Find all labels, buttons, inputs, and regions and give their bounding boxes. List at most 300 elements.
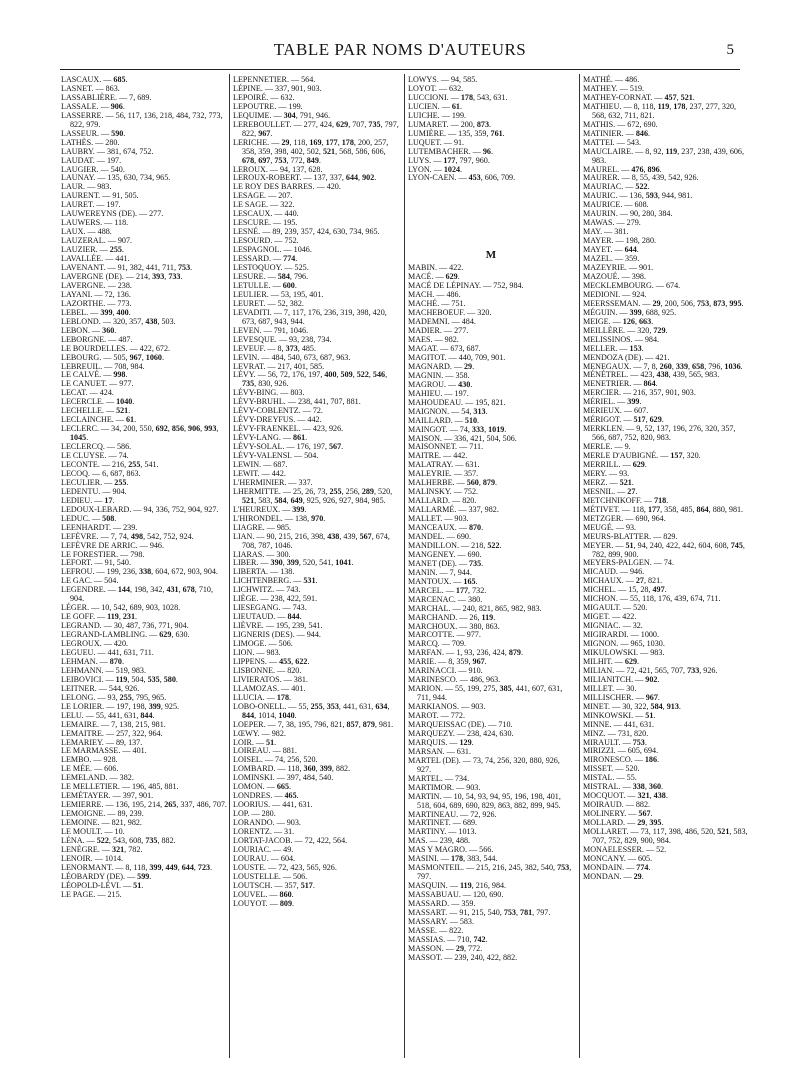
author-name: MELLER. xyxy=(583,343,618,353)
index-entry: LAUZERAL. — 907. xyxy=(61,236,133,246)
author-name: LOBO-ONELL. xyxy=(233,701,287,711)
index-entry: MALLET. — 903. xyxy=(408,514,469,524)
author-name: LOYOT. xyxy=(408,83,437,93)
page-number: 5 xyxy=(726,42,734,58)
author-name: MARTINEAU. xyxy=(408,809,459,819)
index-entry: MARCHOUX. — 380, 863. xyxy=(408,621,500,631)
index-entry: MASSIAS. — 710, 742. xyxy=(408,934,488,944)
author-name: LAUWERS. xyxy=(61,218,103,228)
author-name: LAYANI. xyxy=(61,289,93,299)
author-name: LEURET. xyxy=(233,298,266,308)
author-name: MASSOT. xyxy=(408,952,443,962)
index-entry: LEMELAND. — 382. xyxy=(61,773,134,783)
author-name: LESURE. xyxy=(233,271,266,281)
author-name: MANGENEY. xyxy=(408,549,456,559)
author-name: LOMINSKI. xyxy=(233,773,275,783)
index-entry: LESTOQUOY. — 525. xyxy=(233,263,309,273)
author-name: LECOQ. xyxy=(61,468,90,478)
index-entry: MAROT. — 772. xyxy=(408,711,465,721)
index-entry: LEMOIGNE. — 89, 239. xyxy=(61,809,144,819)
page-header xyxy=(60,40,740,70)
author-name: LEVIN. xyxy=(233,352,260,362)
author-name: LOEPER. xyxy=(233,719,266,729)
index-entry: MERZ. — 521. xyxy=(583,477,634,487)
index-entry: MENEGAUX. — 7, 8, 260, 339, 658, 796, 1036. xyxy=(583,361,743,371)
index-entry: LEDUC. — 508. xyxy=(61,513,117,523)
index-entry: LECERCLE. — 1040. xyxy=(61,397,135,407)
index-entry: MARKIANOS. — 903. xyxy=(408,702,486,712)
author-name: LEFÈVRE DE ARRIC. xyxy=(61,540,138,550)
author-name: MAURICE. xyxy=(583,200,623,210)
author-name: MARINACCI. xyxy=(408,666,457,676)
author-name: LÉPINE. xyxy=(233,83,263,93)
index-entry: LASSERRE. — 56, 117, 136, 218, 484, 732, 773, 822, 979. xyxy=(61,110,223,129)
index-entry: MASSON. — 29, 772. xyxy=(408,943,483,953)
author-name: LOMBARD. xyxy=(233,764,276,774)
index-entry: LOUSTE. — 72, 423, 565, 926. xyxy=(233,862,337,872)
index-entry: LOYOT. — 632. xyxy=(408,83,464,93)
author-name: MASSE. xyxy=(408,925,438,935)
index-entry: LECULIER. — 255. xyxy=(61,477,129,487)
index-entry: LEDENTU. — 904. xyxy=(61,486,127,496)
index-entry: LEIBOVICI. — 119, 504, 535, 580. xyxy=(61,674,178,684)
index-entry: MASSOT. — 239, 240, 422, 882. xyxy=(408,952,518,962)
index-entry: MAURER. — 8, 55, 439, 542, 926. xyxy=(583,173,699,183)
index-entry: MAURIAC. — 522. xyxy=(583,182,650,192)
index-entry: LASCAUX. — 685. xyxy=(61,75,128,84)
index-entry: LECLAINCHE. — 61. xyxy=(61,415,137,425)
index-entry: LEVESQUE. — 93, 238, 734. xyxy=(233,334,332,344)
author-name: MILLET. xyxy=(583,683,615,693)
author-name: MISSET. xyxy=(583,764,614,774)
author-name: LEREBOULLET. xyxy=(233,119,292,129)
author-name: LOURIAC. xyxy=(233,844,271,854)
index-entry: LAVALLÉE. — 441. xyxy=(61,254,130,264)
index-entry: MANCEAUX. — 870. xyxy=(408,523,484,533)
index-column-1 xyxy=(61,76,227,900)
author-name: MAURIAC. xyxy=(583,182,624,192)
author-name: MERIEUX. xyxy=(583,406,622,416)
index-entry: MÉGUIN. — 399, 688, 925. xyxy=(583,307,677,317)
author-name: LEDUC. xyxy=(61,513,90,523)
author-name: LEVEN. xyxy=(233,325,262,335)
index-entry: MASINI. — 178, 383, 544. xyxy=(408,854,498,864)
index-entry: LEMARIEY. — 89, 137. xyxy=(61,737,143,747)
author-name: LHERMITTE. xyxy=(233,486,281,496)
index-entry: METZGER. — 690, 964. xyxy=(583,513,666,523)
index-entry: MOLINERY. — 567. xyxy=(583,809,653,819)
index-entry: LICHTENBERG. — 531. xyxy=(233,576,318,586)
page-title: TABLE PAR NOMS D'AUTEURS xyxy=(273,40,527,59)
author-name: MERY. xyxy=(583,468,607,478)
author-name: LORTAT-JACOB. xyxy=(233,836,293,846)
index-entry: MARINESCO. — 486, 963. xyxy=(408,675,501,685)
index-entry: LIÈGE. — 238, 422, 591. xyxy=(233,594,318,604)
index-entry: LEBON. — 360. xyxy=(61,325,117,335)
index-entry: MISTAL. — 55. xyxy=(583,773,637,783)
index-entry: MARCEL. — 177, 732. xyxy=(408,585,487,595)
author-name: LAURENT. xyxy=(61,191,101,201)
index-entry: MÉTIVET. — 118, 177, 358, 485, 864, 880, 981. xyxy=(583,504,744,514)
author-name: MATHEY. xyxy=(583,83,618,93)
author-name: MEDIONI. xyxy=(583,289,621,299)
author-name: MAES. xyxy=(408,335,433,345)
index-entry: LECLERC. — 34, 200, 550, 692, 856, 906, 993, 1045. xyxy=(61,424,219,443)
author-name: LECULIER. xyxy=(61,477,103,487)
author-name: LAUR. xyxy=(61,182,86,192)
author-name: LEROUX-ROBERT. xyxy=(233,173,302,183)
author-name: LAVERGNE (DE). xyxy=(61,271,124,281)
author-name: MEILLÈRE. xyxy=(583,325,626,335)
author-name: MATTEI. xyxy=(583,137,615,147)
author-name: LETULLE. xyxy=(233,280,271,290)
index-entry: LEROUX-ROBERT. — 137, 337, 644, 902. xyxy=(233,173,377,183)
index-entry: LÉVY-LANG. — 861. xyxy=(233,433,308,443)
author-name: LOWYS. xyxy=(408,75,439,84)
author-name: LICHTENBERG. xyxy=(233,576,292,586)
author-name: MACH. xyxy=(408,290,435,300)
index-entry: LIBER. — 390, 399, 520, 541, 1041. xyxy=(233,558,354,568)
index-entry: LECLERCQ. — 586. xyxy=(61,442,132,452)
author-name: MINET. xyxy=(583,701,611,711)
author-name: LEPOUTRE. xyxy=(233,101,277,111)
index-entry: LUICHE. — 199. xyxy=(408,110,467,120)
author-name: LAZORTHE. xyxy=(61,298,106,308)
index-entry: MAINGOT. — 74, 333, 1019. xyxy=(408,424,507,434)
index-entry: MATHEY-CORNAT. — 457, 521. xyxy=(583,92,695,102)
index-entry: MEURS-BLATTER. — 829. xyxy=(583,531,678,541)
index-entry: MARQUEZY. — 238, 424, 630. xyxy=(408,728,514,738)
author-name: MILIANITCH. xyxy=(583,674,634,684)
author-name: LOP. xyxy=(233,809,250,819)
author-name: LEMELAND. xyxy=(61,773,108,783)
author-name: LEFORT. xyxy=(61,558,93,568)
author-name: LEBORGNE. xyxy=(61,334,107,344)
index-entry: MASSARD. — 359. xyxy=(408,899,476,909)
author-name: LEROUX. xyxy=(233,164,268,174)
index-entry: LUCIEN. — 61. xyxy=(408,101,462,111)
author-name: LENOIR. xyxy=(61,853,93,863)
author-name: LOORIUS. xyxy=(233,800,271,810)
index-entry: LEVEN. — 791, 1046. xyxy=(233,325,309,335)
index-entry: MIRONESCO. — 186. xyxy=(583,755,660,765)
index-entry: LE BOURDELLES. — 422, 672. xyxy=(61,343,171,353)
index-entry: LEDIEU. — 17. xyxy=(61,495,115,505)
index-entry: MADIER. — 277. xyxy=(408,326,469,336)
author-name: LÉVY-LANG. xyxy=(233,433,281,443)
index-entry: LUQUET. — 91. xyxy=(408,137,465,147)
author-name: MISTAL. xyxy=(583,773,615,783)
index-entry: LLUCIA. — 178. xyxy=(233,692,292,702)
index-entry: LE FORESTIER. — 798. xyxy=(61,549,145,559)
author-name: MIRAULT. xyxy=(583,737,621,747)
author-name: MOCQUOT. xyxy=(583,791,626,801)
author-name: LELONG. xyxy=(61,692,96,702)
author-name: LEDOUX-LEBARD. xyxy=(61,504,132,514)
index-entry: LAVENANT. — 91, 382, 441, 711, 753. xyxy=(61,263,193,273)
author-name: LŒWY. xyxy=(233,728,260,738)
index-entry: MERLE. — 9. xyxy=(583,442,631,452)
author-name: MIGET. xyxy=(583,612,611,622)
index-entry: LENORMANT. — 8, 118, 399, 449, 644, 723. xyxy=(61,862,213,872)
index-entry: LEVEUF. — 8, 373, 485. xyxy=(233,343,316,353)
author-name: MANTOUX. xyxy=(408,576,452,586)
author-name: MAIGNON. xyxy=(408,406,450,416)
index-entry: LEVIN. — 484, 540, 673, 687, 963. xyxy=(233,352,351,362)
author-name: MADEMNI. xyxy=(408,317,450,327)
index-entry: LIARAS. — 300. xyxy=(233,549,291,559)
index-entry: MATINIER. — 846. xyxy=(583,128,651,138)
index-entry: MARSAN. — 631. xyxy=(408,746,471,756)
index-entry: LE MÉE. — 606. xyxy=(61,764,119,774)
author-name: LAURET. xyxy=(61,200,95,210)
index-entry: MENETRIER. — 864. xyxy=(583,379,658,389)
author-name: LIÈVRE. xyxy=(233,621,264,631)
author-name: MOLINERY. xyxy=(583,809,627,819)
index-entry: MÉRIGOT. — 517, 629. xyxy=(583,415,664,425)
index-entry: MECKLEMBOURG. — 674. xyxy=(583,280,681,290)
author-name: MÉTIVET. xyxy=(583,504,620,514)
index-entry: LOISEL. — 74, 256, 520. xyxy=(233,755,318,765)
author-name: LOMON. xyxy=(233,782,265,792)
index-entry: MIKULOWSKI. — 983. xyxy=(583,648,665,657)
author-name: MAGROU. xyxy=(408,379,446,389)
index-entry: LAUNAY. — 135, 630, 734, 965. xyxy=(61,173,171,183)
author-name: MAURIN. xyxy=(583,209,618,219)
index-entry: LESSARD. — 774. xyxy=(233,254,298,264)
index-entry: MASQUIN. — 119, 216, 984. xyxy=(408,881,507,891)
author-name: LE GAC. xyxy=(61,576,93,586)
author-name: LOUVEL. xyxy=(233,889,268,899)
author-name: MALATRAY. xyxy=(408,460,454,470)
index-entry: LE SAGE. — 322. xyxy=(233,200,295,210)
index-entry: LAURENT. — 91, 505. xyxy=(61,191,139,201)
index-column-4 xyxy=(583,76,749,882)
author-name: MACÉ DE LÉPINAY. xyxy=(408,281,482,291)
author-name: MAISON. xyxy=(408,433,442,443)
author-name: MAURIC. xyxy=(583,191,618,201)
author-name: LECAT. xyxy=(61,388,88,398)
author-name: LEMBO. xyxy=(61,755,92,765)
index-entry: LIAGRE. — 985. xyxy=(233,522,292,532)
index-entry: LOWYS. — 94, 585. xyxy=(408,75,478,84)
index-entry: LEPENNETIER. — 564. xyxy=(233,75,316,84)
index-entry: MEERSSEMAN. — 29, 200, 506, 753, 873, 995. xyxy=(583,298,744,308)
index-entry: LAVERGNE. — 238. xyxy=(61,280,132,290)
index-entry: MICHEL. — 15, 28, 497. xyxy=(583,585,667,595)
author-name: MASSART. xyxy=(408,908,448,918)
index-entry: MAY. — 381. xyxy=(583,227,629,237)
author-name: LEENHARDT. xyxy=(61,522,111,532)
index-entry: LEROUX. — 94, 137, 628. xyxy=(233,164,323,174)
author-name: LEDENTU. xyxy=(61,486,101,496)
index-entry: MIGAULT. — 520. xyxy=(583,603,648,613)
index-entry: MINNE. — 441, 631. xyxy=(583,719,655,729)
index-entry: MARFAN. — 1, 93, 236, 424, 879. xyxy=(408,648,523,658)
author-name: LÉOBARDY (DE). xyxy=(61,871,125,881)
index-entry: LEMOINE. — 821, 982. xyxy=(61,818,142,828)
index-column-3 xyxy=(408,76,574,963)
index-entry: MAGAT. — 673, 687. xyxy=(408,343,481,353)
author-name: MIGIRARDI. xyxy=(583,630,629,640)
author-name: MARCHOUX. xyxy=(408,621,458,631)
index-entry: MILLISCHER. — 967. xyxy=(583,692,660,702)
index-entry: LEULIER. — 53, 195, 401. xyxy=(233,289,324,299)
index-entry: LAUZIER. — 255. xyxy=(61,245,124,255)
index-entry: MONDAIN. — 774. xyxy=(583,862,651,872)
author-name: LEULIER. xyxy=(233,289,269,299)
author-name: LEBON. xyxy=(61,325,90,335)
author-name: MASINI. xyxy=(408,854,439,864)
author-name: LÉVY-BING. xyxy=(233,388,279,398)
index-entry: LECHELLE. — 521. xyxy=(61,406,131,416)
author-name: LEGENDRE. xyxy=(61,585,106,595)
index-entry: LAUX. — 488. xyxy=(61,227,112,237)
index-entry: LEGENDRE. — 144, 198, 342, 431, 678, 710, 904. xyxy=(61,585,213,604)
author-name: LAUWEREYNS (DE). xyxy=(61,209,137,219)
index-entry: MIGIRARDI. — 1000. xyxy=(583,630,659,640)
author-name: LESPAGNOL. xyxy=(233,245,282,255)
author-name: LE SAGE. xyxy=(233,200,269,210)
index-entry: MASSABUAU. — 120, 690. xyxy=(408,890,504,900)
author-name: LESOURD. xyxy=(233,236,273,246)
author-name: MASQUIN. xyxy=(408,881,448,891)
author-name: LAVERGNE. xyxy=(61,280,106,290)
index-entry: MALLARMÉ. — 337, 982. xyxy=(408,505,499,515)
author-name: LUQUET. xyxy=(408,137,442,147)
author-name: LIESEGANG. xyxy=(233,603,281,613)
index-entry: LUMARET. — 200, 873. xyxy=(408,119,492,129)
author-name: MALINSKY. xyxy=(408,487,452,497)
index-entry: LIEUTAUD. — 844. xyxy=(233,612,302,622)
author-name: MATINIER. xyxy=(583,128,624,138)
author-name: MAYER. xyxy=(583,236,614,246)
author-name: LE MÉE. xyxy=(61,764,93,774)
index-entry: LETULLE. — 600. xyxy=(233,280,297,290)
author-name: LÉVY-VALENSI. xyxy=(233,451,292,461)
index-entry: MERIEUX. — 607. xyxy=(583,406,649,416)
author-name: LIEUTAUD. xyxy=(233,612,276,622)
author-name: LAUZIER. xyxy=(61,245,98,255)
author-name: LE CANUET. xyxy=(61,379,108,389)
author-name: MARFAN. xyxy=(408,648,445,658)
author-name: MATHEY-CORNAT. xyxy=(583,92,653,102)
index-entry: LÉPINE. — 337, 901, 903. xyxy=(233,83,322,93)
author-name: MEURS-BLATTER. xyxy=(583,531,652,541)
author-name: LEWIN. xyxy=(233,459,262,469)
index-entry: MASMONTEIL. — 215, 216, 245, 382, 540, 753, 797. xyxy=(408,863,572,882)
author-name: LEGRAND-LAMBLING. xyxy=(61,630,148,640)
index-entry: MISSET. — 520. xyxy=(583,764,640,774)
author-name: MALLET. xyxy=(408,514,443,524)
author-name: MONDAIN. xyxy=(583,862,625,872)
author-name: MEERSSEMAN. xyxy=(583,298,641,308)
index-entry: MEILLÈRE. — 320, 729. xyxy=(583,325,668,335)
author-name: LOURAU. xyxy=(233,853,269,863)
index-entry: MILIAN. — 72, 421, 565, 707, 733, 926. xyxy=(583,665,718,675)
index-entry: LOUYOT. — 809. xyxy=(233,898,295,908)
author-name: MAHOUDEAU. xyxy=(408,397,464,407)
index-entry: MARTINEAU. — 72, 926. xyxy=(408,809,497,819)
author-name: LEHMAN. xyxy=(61,656,98,666)
author-name: LIARAS. xyxy=(233,549,265,559)
index-entry: L'HIRONDEL. — 138, 970. xyxy=(233,513,326,523)
author-name: LECLERC. xyxy=(61,424,99,434)
author-name: LIBERTA. xyxy=(233,567,269,577)
author-name: LEMOINE. xyxy=(61,818,100,828)
index-entry: LOP. — 280. xyxy=(233,809,276,819)
index-entry: MASSART. — 91, 215, 540, 753, 781, 797. xyxy=(408,908,551,918)
author-name: LIGNERIS (DES). xyxy=(233,630,295,640)
author-name: LENORMANT. xyxy=(61,862,114,872)
index-entry: LAVERGNE (DE). — 214, 393, 733. xyxy=(61,271,183,281)
index-entry: LAUR. — 983. xyxy=(61,182,112,192)
index-entry: MATHÉ. — 486. xyxy=(583,75,640,84)
author-name: LEPENNETIER. xyxy=(233,75,289,84)
author-name: LIPPENS. xyxy=(233,656,267,666)
index-entry: MONCANY. — 605. xyxy=(583,853,653,863)
index-entry: LÉVY-BRUHL. — 238, 441, 707, 881. xyxy=(233,397,361,407)
index-entry: MARTIMOR. — 903. xyxy=(408,782,481,792)
author-name: MESNIL. xyxy=(583,486,616,496)
index-entry: MAISON. — 336, 421, 504, 506. xyxy=(408,433,517,443)
index-entry: LÉVY-SOLAL. — 176, 197, 567. xyxy=(233,442,344,452)
author-name: LESAGE. xyxy=(233,191,267,201)
index-entry: LASSEUR. — 590. xyxy=(61,128,126,138)
index-entry: LE GOFF. — 119, 231. xyxy=(61,612,138,622)
author-name: LAVENANT. xyxy=(61,263,106,273)
index-entry: MINKOWSKI. — 51. xyxy=(583,710,656,720)
author-name: MAILLARD. xyxy=(408,415,453,425)
author-name: MAY. xyxy=(583,227,603,237)
author-name: LEVADITI. xyxy=(233,307,272,317)
author-name: MERKLEN. xyxy=(583,424,625,434)
author-name: MARCHAND. xyxy=(408,612,458,622)
index-entry: LOBO-ONELL. — 55, 255, 353, 441, 631, 634, 844, 1014, 1040. xyxy=(233,701,390,720)
index-entry: LÉNA. — 522, 543, 608, 735, 882. xyxy=(61,836,176,846)
index-entry: MAITRE. — 442. xyxy=(408,451,468,461)
author-name: MIRONESCO. xyxy=(583,755,633,765)
author-name: LE PAGE. xyxy=(61,889,96,899)
index-entry: LOIREAU. — 881. xyxy=(233,746,297,756)
section-letter: M xyxy=(485,249,497,262)
index-entry: LE ROY DES BARRES. — 420. xyxy=(233,182,341,192)
author-name: LOUSTELLE. xyxy=(233,871,281,881)
index-entry: LOUSTELLE. — 506. xyxy=(233,871,308,881)
index-entry: LOUVEL. — 860. xyxy=(233,889,294,899)
index-entry: MONAELESSER. — 52. xyxy=(583,844,667,854)
author-name: MAYET. xyxy=(583,245,613,255)
column-divider xyxy=(229,74,230,1058)
index-entry: LAUWERS. — 118. xyxy=(61,218,129,228)
index-entry: LEITNER. — 544, 926. xyxy=(61,683,140,693)
author-name: MIRIZZI. xyxy=(583,746,616,756)
author-name: LE CALVÉ. xyxy=(61,370,102,380)
author-name: LÉVY-SOLAL. xyxy=(233,442,285,452)
author-name: LIVIERATOS. xyxy=(233,674,282,684)
index-entry: LE MARMASSE. — 401. xyxy=(61,746,147,756)
author-name: LEVESQUE. xyxy=(233,334,277,344)
author-name: MALLARMÉ. xyxy=(408,505,457,515)
author-name: MAITRE. xyxy=(408,451,442,461)
author-name: L'HIRONDEL. xyxy=(233,513,283,523)
index-entry: MARQUEISSAC (DE). — 710. xyxy=(408,720,513,729)
index-entry: MAURIC. — 136, 593, 944, 981. xyxy=(583,191,693,201)
author-name: LEDIEU. xyxy=(61,495,93,505)
index-entry: LOORIUS. — 441, 631. xyxy=(233,800,313,810)
index-entry: LOMBARD. — 118, 360, 399, 882. xyxy=(233,764,351,774)
index-entry: MACHEBOEUF. — 320. xyxy=(408,308,492,318)
